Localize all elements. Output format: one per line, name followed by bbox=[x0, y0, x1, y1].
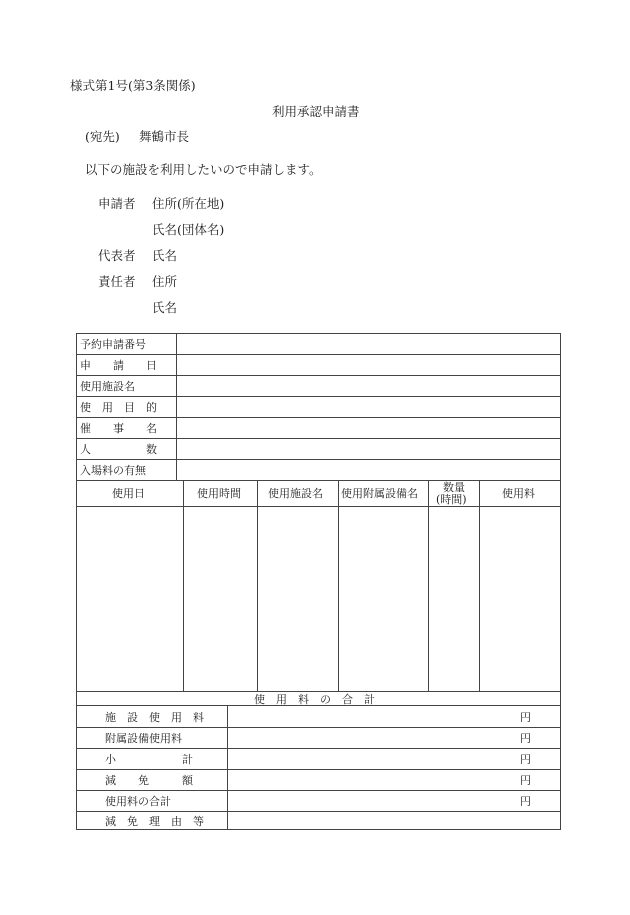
form-number: 様式第1号(第3条関係) bbox=[70, 78, 196, 93]
fee-row-label: 減 免 理 由 等 bbox=[105, 815, 204, 828]
fee-row-label: 使用料の合計 bbox=[105, 795, 171, 808]
header-equipment: 使用附属設備名 bbox=[341, 487, 418, 500]
info-label-divider bbox=[176, 333, 177, 480]
row-divider bbox=[76, 748, 561, 749]
row-divider bbox=[76, 459, 561, 460]
info-row-label: 使 用 目 的 bbox=[80, 401, 157, 414]
row-divider bbox=[76, 438, 561, 439]
detail-header-divider bbox=[76, 506, 561, 507]
fee-row-label: 減 免 額 bbox=[105, 774, 193, 787]
total-header: 使 用 料 の 合 計 bbox=[254, 693, 375, 706]
info-row-label: 申 請 日 bbox=[80, 359, 157, 372]
fee-row-unit: 円 bbox=[520, 711, 531, 724]
header-date: 使用日 bbox=[112, 487, 145, 500]
responsible-address-label: 住所 bbox=[152, 274, 178, 289]
info-row-label: 入場料の有無 bbox=[80, 464, 146, 477]
responsible-role: 責任者 bbox=[98, 274, 136, 289]
fee-row-label: 附属設備使用料 bbox=[105, 732, 182, 745]
column-divider bbox=[183, 480, 184, 691]
row-divider bbox=[76, 811, 561, 812]
fee-row-unit: 円 bbox=[520, 753, 531, 766]
header-time: 使用時間 bbox=[197, 487, 241, 500]
row-divider bbox=[76, 790, 561, 791]
info-row-label: 催 事 名 bbox=[80, 422, 157, 435]
row-divider bbox=[76, 354, 561, 355]
row-divider bbox=[76, 396, 561, 397]
row-divider bbox=[76, 769, 561, 770]
fee-row-unit: 円 bbox=[520, 774, 531, 787]
fee-row-unit: 円 bbox=[520, 795, 531, 808]
header-fee: 使用料 bbox=[502, 487, 535, 500]
header-facility: 使用施設名 bbox=[268, 487, 323, 500]
total-header-top bbox=[76, 691, 561, 692]
representative-name-label: 氏名 bbox=[152, 248, 178, 263]
column-divider bbox=[479, 480, 480, 691]
row-divider bbox=[76, 375, 561, 376]
header-quantity: 数量 bbox=[443, 481, 465, 494]
applicant-role: 申請者 bbox=[98, 196, 136, 211]
row-divider bbox=[76, 417, 561, 418]
addressee: 舞鶴市長 bbox=[139, 129, 190, 144]
addressee-label: (宛先) bbox=[85, 129, 120, 144]
info-row-label: 予約申請番号 bbox=[80, 338, 146, 351]
row-divider bbox=[76, 480, 561, 481]
intro-statement: 以下の施設を利用したいので申請します。 bbox=[85, 162, 322, 177]
applicant-name-label: 氏名(団体名) bbox=[152, 222, 225, 237]
row-divider bbox=[76, 727, 561, 728]
column-divider bbox=[428, 480, 429, 691]
column-divider bbox=[338, 480, 339, 691]
responsible-name-label: 氏名 bbox=[152, 300, 178, 315]
representative-role: 代表者 bbox=[98, 248, 136, 263]
applicant-address-label: 住所(所在地) bbox=[152, 196, 225, 211]
header-quantity-unit: (時間) bbox=[436, 493, 467, 506]
fee-row-unit: 円 bbox=[520, 732, 531, 745]
info-row-label: 使用施設名 bbox=[80, 380, 135, 393]
fee-row-label: 施 設 使 用 料 bbox=[105, 711, 204, 724]
info-row-label: 人 数 bbox=[80, 443, 157, 456]
column-divider bbox=[257, 480, 258, 691]
document-title: 利用承認申請書 bbox=[272, 104, 360, 119]
fee-row-label: 小 計 bbox=[105, 753, 193, 766]
